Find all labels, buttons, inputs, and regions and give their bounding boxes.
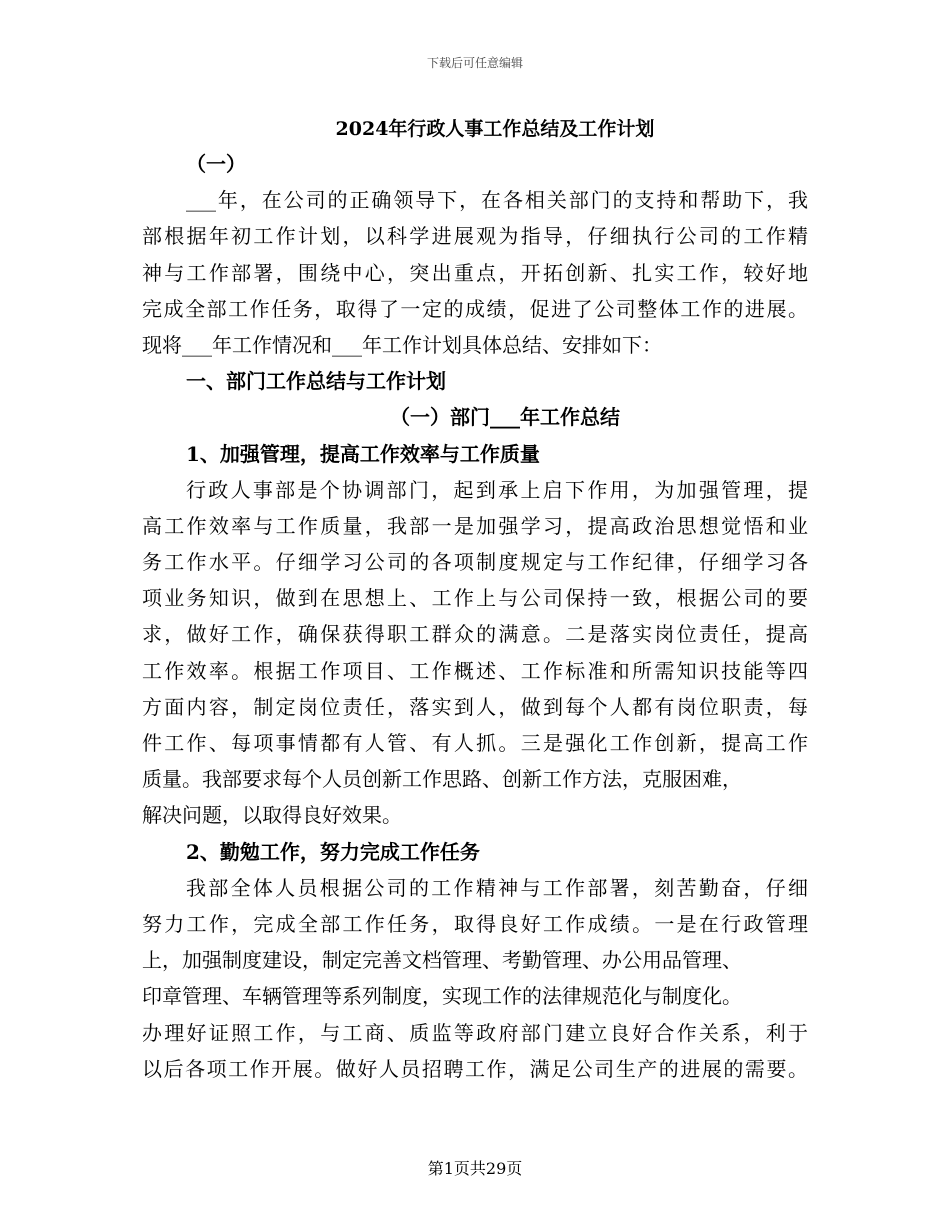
- paragraph-line: 努力工作，完成全部工作任务，取得良好工作成绩。一是在行政管理: [142, 911, 808, 936]
- header-note: 下载后可任意编辑: [426, 56, 523, 70]
- paragraph-line: 上，加强制度建设，制定完善文档管理、考勤管理、办公用品管理、: [142, 948, 742, 973]
- paragraph-line: 项业务知识，做到在思想上、工作上与公司保持一致，根据公司的要: [142, 586, 808, 611]
- paragraph-line: 以后各项工作开展。做好人员招聘工作，满足公司生产的进展的需要。: [142, 1056, 808, 1081]
- paragraph-line: 行政人事部是个协调部门，起到承上启下作用，为加强管理，提: [186, 477, 808, 502]
- paragraph-line: 高工作效率与工作质量，我部一是加强学习，提高政治思想觉悟和业: [142, 513, 808, 538]
- subsection-heading: （一）部门___年工作总结: [390, 405, 620, 430]
- paragraph-line: 求，做好工作，确保获得职工群众的满意。二是落实岗位责任，提高: [142, 622, 808, 647]
- item-heading: 2、勤勉工作，努力完成工作任务: [186, 839, 480, 864]
- paragraph-line: 我部全体人员根据公司的工作精神与工作部署，刻苦勤奋，仔细: [186, 875, 808, 900]
- paragraph-line: 神与工作部署，围绕中心，突出重点，开拓创新、扎实工作，较好地: [142, 260, 808, 285]
- paragraph-line: 务工作水平。仔细学习公司的各项制度规定与工作纪律，仔细学习各: [142, 550, 808, 575]
- paragraph-line: ___年，在公司的正确领导下，在各相关部门的支持和帮助下，我: [186, 188, 808, 213]
- item-heading: 1、加强管理，提高工作效率与工作质量: [186, 441, 540, 466]
- paragraph-line: 质量。我部要求每个人员创新工作思路、创新工作方法，克服困难，: [142, 767, 742, 792]
- paragraph-line: 现将___年工作情况和___年工作计划具体总结、安排如下：: [142, 332, 662, 357]
- paragraph-line: 办理好证照工作，与工商、质监等政府部门建立良好合作关系，利于: [142, 1020, 808, 1045]
- paragraph-line: 解决问题，以取得良好效果。: [142, 803, 402, 828]
- document-title: 2024年行政人事工作总结及工作计划: [335, 118, 655, 140]
- paragraph-line: 完成全部工作任务，取得了一定的成绩，促进了公司整体工作的进展。: [142, 296, 808, 321]
- page-number: 第1页共29页: [427, 1159, 523, 1178]
- document-body: [142, 146, 808, 1087]
- section-marker: （一）: [186, 152, 246, 176]
- paragraph-line: 工作效率。根据工作项目、工作概述、工作标准和所需知识技能等四: [142, 658, 808, 683]
- paragraph-line: 件工作、每项事情都有人管、有人抓。三是强化工作创新，提高工作: [142, 731, 808, 755]
- section-heading: 一、部门工作总结与工作计划: [186, 369, 446, 394]
- paragraph-line: 方面内容，制定岗位责任，落实到人，做到每个人都有岗位职责，每: [142, 694, 808, 719]
- paragraph-line: 印章管理、车辆管理等系列制度，实现工作的法律规范化与制度化。: [142, 984, 742, 1009]
- paragraph-line: 部根据年初工作计划，以科学进展观为指导，仔细执行公司的工作精: [142, 224, 808, 249]
